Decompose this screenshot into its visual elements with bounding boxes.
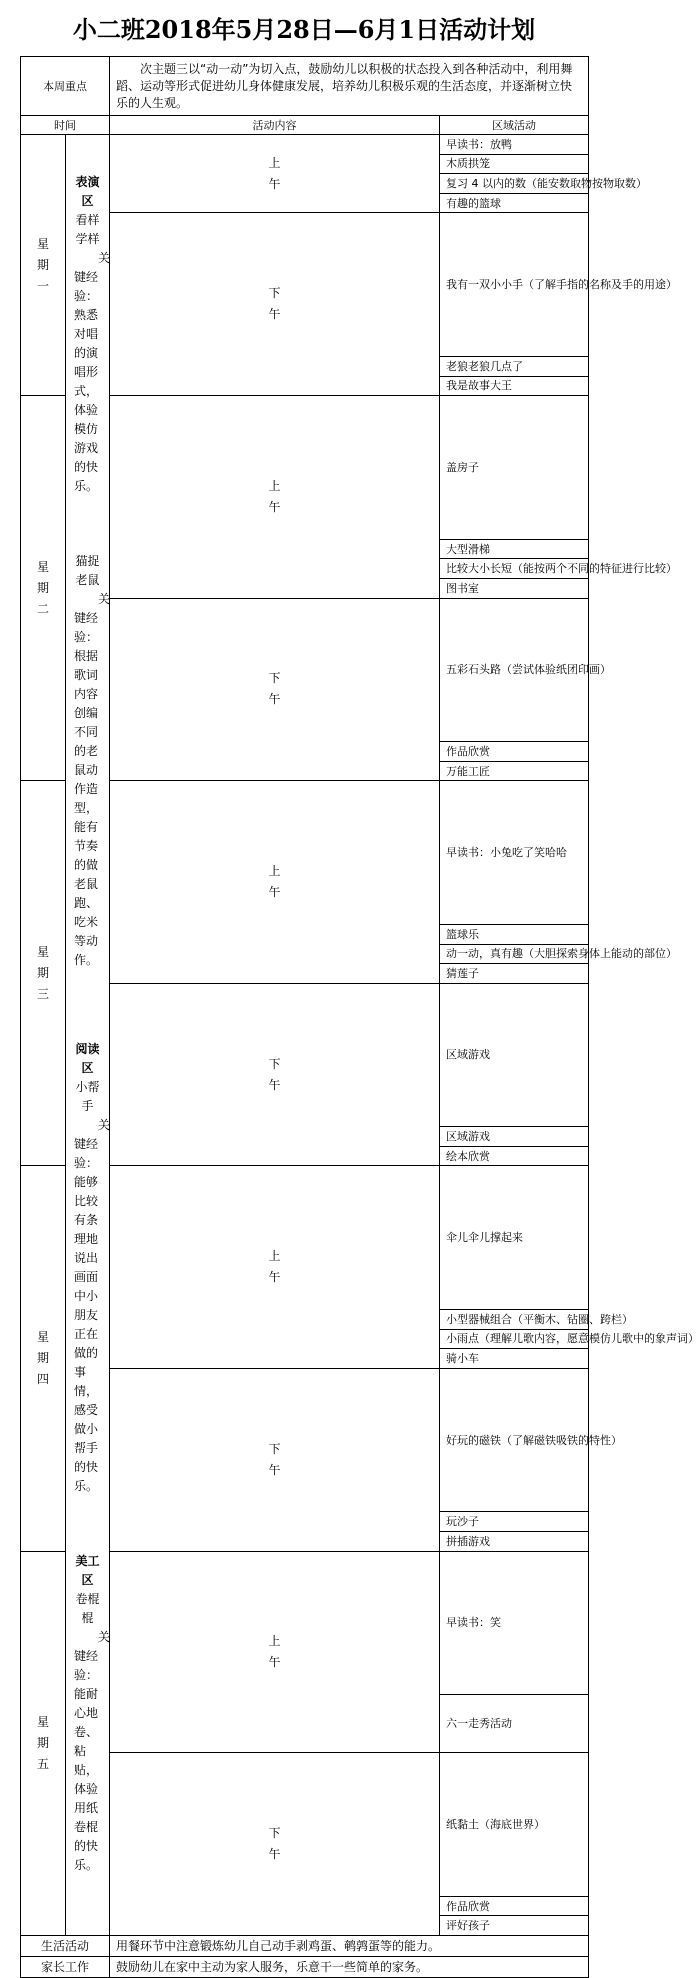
day-char: 期	[36, 965, 49, 980]
header-time: 时间	[21, 116, 110, 135]
area-game: 卷棍棍	[75, 1592, 100, 1625]
period-char: 午	[268, 885, 281, 899]
day-cell	[21, 135, 66, 396]
area-block	[74, 173, 111, 496]
day-char: 三	[36, 986, 49, 1001]
header-area: 区域活动	[440, 116, 589, 135]
focus-label: 本周重点	[21, 57, 110, 116]
activity-row	[21, 135, 589, 155]
parent-row-label: 家长工作	[21, 1957, 110, 1978]
period-char: 午	[268, 176, 281, 191]
activity-item: 伞儿伞儿撑起来	[440, 1166, 589, 1310]
activity-item: 评好孩子	[440, 1916, 589, 1936]
period-char: 午	[268, 1462, 281, 1477]
period-char: 下	[268, 286, 281, 301]
activity-item: 玩沙子	[440, 1512, 589, 1532]
page-title: 小二班2018年5月28日—6月1日活动计划	[72, 15, 536, 44]
period-char: 上	[268, 478, 281, 493]
day-char: 四	[36, 1372, 49, 1387]
parent-row	[21, 1957, 589, 1978]
period-char: 上	[268, 864, 281, 878]
period-char: 上	[268, 1249, 281, 1264]
day-char: 星	[36, 1330, 49, 1345]
day-char: 星	[36, 559, 49, 574]
activity-item: 万能工匠	[440, 761, 589, 781]
period-char: 上	[268, 1633, 281, 1648]
day-cell	[21, 781, 66, 1166]
period-char: 下	[268, 671, 281, 686]
activity-item: 我有一双小小手（了解手指的名称及手的用途）	[440, 213, 589, 357]
area-game: 猫捉老鼠	[75, 554, 100, 587]
activity-item: 绘本欣赏	[440, 1146, 589, 1166]
activity-item: 比较大小长短（能按两个不同的特征进行比较）	[440, 559, 589, 579]
area-key-experience: 关键经验：根据歌词内容创编不同的老鼠动作造型，能有节奏的做老鼠跑、吃米等动作。	[74, 592, 111, 967]
area-name: 美工区	[75, 1554, 100, 1587]
activity-item: 早读书：小兔吃了笑哈哈	[440, 781, 589, 925]
area-key-experience: 关键经验：能够比较有条理地说出画面中小朋友正在做的事情，感受做小帮手的快乐。	[74, 1118, 111, 1493]
morning-cell	[110, 135, 440, 213]
afternoon-cell	[110, 1753, 440, 1936]
period-char: 下	[268, 1441, 281, 1456]
area-key-experience: 关键经验：熟悉对唱的演唱形式，体验模仿游戏的快乐。	[74, 251, 111, 493]
activity-item: 区域游戏	[440, 983, 589, 1127]
area-name: 表演区	[75, 175, 100, 208]
day-char: 二	[36, 601, 49, 616]
activity-item: 篮球乐	[440, 924, 589, 944]
plan-table	[20, 56, 699, 1978]
area-block	[74, 1552, 111, 1875]
period-char: 午	[268, 1077, 281, 1092]
header-content: 活动内容	[110, 116, 440, 135]
activity-item: 五彩石头路（尝试体验纸团印画）	[440, 598, 589, 742]
life-row	[21, 1936, 589, 1957]
area-block	[74, 1040, 111, 1496]
period-char: 上	[268, 155, 281, 170]
activity-item: 小雨点（理解儿歌内容，愿意模仿儿歌中的象声词）	[440, 1329, 589, 1349]
activity-item: 有趣的篮球	[440, 193, 589, 213]
activity-item: 六一走秀活动	[440, 1695, 589, 1753]
period-char: 下	[268, 1826, 281, 1841]
header-row	[21, 116, 589, 135]
parent-row-text: 鼓励幼儿在家中主动为家人服务，乐意干一些简单的家务。	[110, 1957, 589, 1978]
period-char: 下	[268, 1056, 281, 1071]
day-char: 期	[36, 257, 49, 272]
activity-item: 老狼老狼几点了	[440, 356, 589, 376]
day-cell	[21, 1551, 66, 1935]
morning-cell	[110, 1551, 440, 1753]
day-char: 星	[36, 1714, 49, 1729]
activity-item: 区域游戏	[440, 1127, 589, 1147]
area-block	[74, 552, 111, 970]
activity-item: 我是故事大王	[440, 376, 589, 396]
area-game: 小帮手	[75, 1080, 100, 1113]
afternoon-cell	[110, 1368, 440, 1551]
period-char: 午	[268, 1847, 281, 1862]
activity-item: 早读书：笑	[440, 1551, 589, 1695]
period-char: 午	[268, 499, 281, 514]
day-char: 期	[36, 580, 49, 595]
activity-item: 作品欣赏	[440, 742, 589, 762]
afternoon-cell	[110, 213, 440, 396]
morning-cell	[110, 396, 440, 598]
activity-item: 小型器械组合（平衡木、钻圈、跨栏）	[440, 1310, 589, 1330]
day-char: 五	[36, 1756, 49, 1771]
activity-item: 盖房子	[440, 396, 589, 540]
day-char: 期	[36, 1351, 49, 1366]
activity-item: 图书室	[440, 578, 589, 598]
life-row-text: 用餐环节中注意锻炼幼儿自己动手剥鸡蛋、鹌鹑蛋等的能力。	[110, 1936, 589, 1957]
period-char: 午	[268, 1270, 281, 1285]
afternoon-cell	[110, 983, 440, 1166]
day-char: 星	[36, 944, 49, 959]
area-game: 看样学样	[75, 213, 100, 246]
activity-item: 猜莲子	[440, 964, 589, 984]
day-char: 一	[36, 278, 49, 293]
activity-item: 拼插游戏	[440, 1532, 589, 1552]
activity-item: 骑小车	[440, 1349, 589, 1369]
focus-text: 次主题三以“动一动”为切入点，鼓励幼儿以积极的状态投入到各种活动中，利用舞蹈、运动等形式促进幼儿身体健康发展，培养幼儿积极乐观的生活态度，并逐渐树立快乐的人生观。	[110, 57, 589, 116]
morning-cell	[110, 781, 440, 983]
activity-item: 纸黏土（海底世界）	[440, 1753, 589, 1897]
area-key-experience: 关键经验：能耐心地卷、粘贴，体验用纸卷棍的快乐。	[74, 1630, 111, 1872]
activity-item: 复习 4 以内的数（能安数取物按物取数）	[440, 174, 589, 194]
day-cell	[21, 396, 66, 781]
morning-cell	[110, 1166, 440, 1368]
focus-row	[21, 57, 589, 116]
area-name: 阅读区	[75, 1042, 100, 1075]
life-row-label: 生活活动	[21, 1936, 110, 1957]
activity-item: 动一动，真有趣（大胆探索身体上能动的部位）	[440, 944, 589, 964]
area-activities-cell	[66, 135, 110, 1936]
day-cell	[21, 1166, 66, 1551]
activity-item: 大型滑梯	[440, 539, 589, 559]
day-char: 星	[36, 236, 49, 251]
day-char: 期	[36, 1735, 49, 1750]
period-char: 午	[268, 692, 281, 707]
afternoon-cell	[110, 598, 440, 781]
activity-item: 木质拱笼	[440, 154, 589, 174]
period-char: 午	[268, 307, 281, 322]
activity-item: 作品欣赏	[440, 1896, 589, 1916]
activity-item: 好玩的磁铁（了解磁铁吸铁的特性）	[440, 1368, 589, 1512]
activity-item: 早读书：放鸭	[440, 135, 589, 155]
period-char: 午	[268, 1654, 281, 1669]
